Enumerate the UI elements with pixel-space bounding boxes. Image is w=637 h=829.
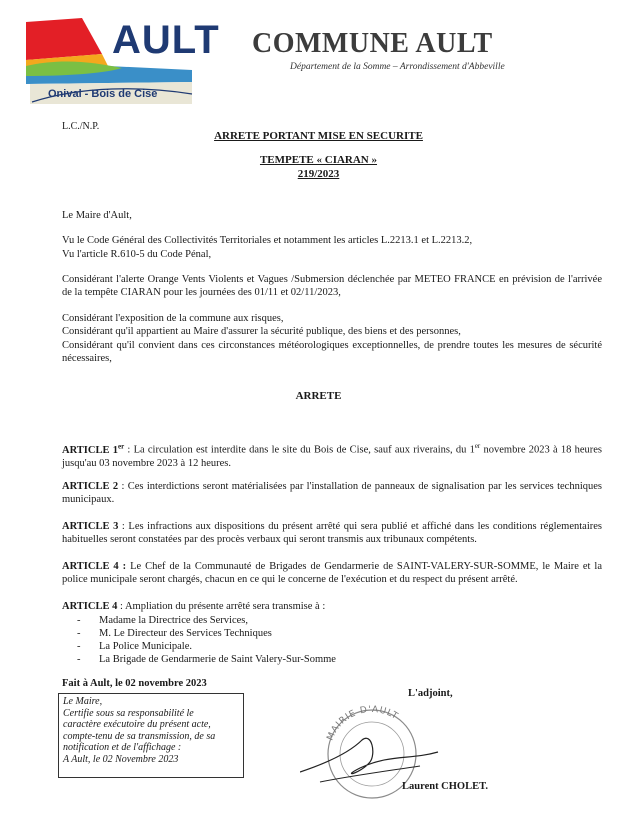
commune-subtitle: Département de la Somme – Arrondissement d'Abbeville xyxy=(290,62,505,72)
list-item: - Madame la Directrice des Services, xyxy=(77,615,248,626)
list-item: - La Brigade de Gendarmerie de Saint Valery-Sur-Somme xyxy=(77,654,336,665)
decree-number: 219/2023 xyxy=(297,168,340,180)
stamp-text: MAIRIE D'AULT xyxy=(325,704,400,743)
article-1: ARTICLE 1er : La circulation est interdite dans le site du Bois de Cise, sauf aux riverains, du 1er novembre 2023 à 18 heures jusqu'au 03 novembre 2023 à 12 heures. xyxy=(62,442,602,469)
article-2: ARTICLE 2 : Ces interdictions seront matérialisées par l'installation de panneaux de signalisation par les services techniques municipaux. xyxy=(62,481,602,505)
logo-subtitle: Onival - Bois de Cise xyxy=(48,88,158,100)
decree-title: ARRETE PORTANT MISE EN SECURITE xyxy=(214,130,423,142)
recipients-list xyxy=(77,614,336,666)
signature-underline xyxy=(320,766,420,782)
list-item: - M. Le Directeur des Services Techniques xyxy=(77,628,272,639)
arrete-heading: ARRETE xyxy=(295,390,342,402)
mayor-line: Le Maire d'Ault, xyxy=(62,210,132,221)
commune-title: COMMUNE AULT xyxy=(252,28,493,59)
article-4-execution: ARTICLE 4 : Le Chef de la Communauté de Brigades de Gendarmerie de SAINT-VALERY-SUR-SOMME, le Maire et la police municipale seront chargés, chacun en ce qui le concerne de l'exécution et du respect du présent arrêté. xyxy=(62,561,602,585)
signer-role: L'adjoint, xyxy=(408,688,453,699)
decree-storm: TEMPETE « CIARAN » xyxy=(259,154,378,166)
vu-code-penal: Vu l'article R.610-5 du Code Pénal, xyxy=(62,249,212,260)
date-place: Fait à Ault, le 02 novembre 2023 xyxy=(62,678,207,689)
considerant-exposition: Considérant l'exposition de la commune aux risques, xyxy=(62,313,284,324)
commune-logo xyxy=(22,14,220,108)
list-item: - La Police Municipale. xyxy=(77,641,193,652)
reference-initials: L.C./N.P. xyxy=(62,121,100,132)
signer-name: Laurent CHOLET. xyxy=(402,781,488,792)
certification-box: Le Maire, Certifie sous sa responsabilité le caractère exécutoire du présent acte, compte-tenu de sa transmission, de sa notification et de l'affichage : A Ault, le 02 Novembre 2023 xyxy=(58,693,244,778)
considerant-alerte: Considérant l'alerte Orange Vents Violents et Vagues /Submersion déclenchée par METEO FRANCE en prévision de l'arrivée de la tempête CIARAN pour les journées des 01/11 et 02/11/2023, xyxy=(62,274,602,298)
logo-title: AULT xyxy=(112,18,220,62)
signature-stroke xyxy=(300,738,438,773)
article-3: ARTICLE 3 : Les infractions aux dispositions du présent arrêté qui sera publié et affiché dans les conditions réglementaires habituelles seront constatées par des procès verbaux qui seront transmis aux tribunaux compétents. xyxy=(62,521,602,545)
considerant-securite: Considérant qu'il appartient au Maire d'assurer la sécurité publique, des biens et des personnes, xyxy=(62,326,461,337)
considerant-mesures: Considérant qu'il convient dans ces circonstances météorologiques exceptionnelles, de prendre toutes les mesures de sécurité nécessaires, xyxy=(62,340,602,364)
vu-cgct: Vu le Code Général des Collectivités Territoriales et notamment les articles L.2213.1 et L.2213.2, xyxy=(62,235,473,246)
article-4-ampliation: ARTICLE 4 : Ampliation du présente arrêté sera transmise à : xyxy=(62,601,326,612)
